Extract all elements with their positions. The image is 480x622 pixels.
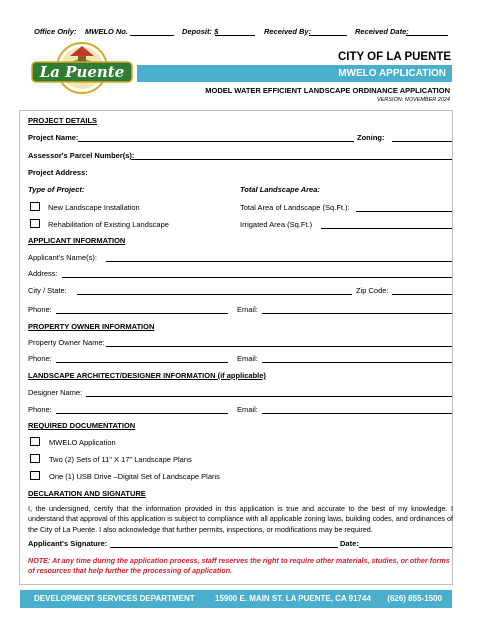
doc-item-application: MWELO Application [49,438,116,447]
footer-phone: (626) 855-1500 [387,594,442,603]
signature-field[interactable] [110,547,338,548]
declaration-text: I, the undersigned, certify that the information provided in this application is true and accurate to the best of my knowledge. I understand that approval of this application is subject to compliance with all applicable zoning laws, building codes, and ordinances of the City of La Puente. I also acknowledge that further permits, inspections, or modifications may be required. [28,504,453,534]
documentation-heading: REQUIRED DOCUMENTATION [28,421,136,430]
owner-phone-field[interactable] [56,362,228,363]
project-type-heading: Type of Project: [28,185,85,194]
owner-name-field[interactable] [106,346,452,347]
deposit-field[interactable] [215,35,255,36]
note-text: At any time during the application process, staff reserves the right to require other materials, studies, or other forms of resources that help further the processing of application. [28,556,450,575]
new-installation-label: New Landscape Installation [48,203,140,212]
banner-title: MWELO APPLICATION [338,68,446,79]
irrigated-area-label: Irrigated Area (Sq.Ft.) [240,220,313,229]
designer-phone-label: Phone: [28,405,52,414]
note-block [28,556,453,576]
designer-phone-field[interactable] [56,413,228,414]
project-name-label: Project Name: [28,133,79,142]
project-name-field[interactable] [78,141,354,142]
zoning-field[interactable] [392,141,452,142]
applicant-email-label: Email: [237,305,258,314]
city-state-field[interactable] [77,294,352,295]
designer-name-field[interactable] [86,396,452,397]
designer-email-label: Email: [237,405,258,414]
city-name: CITY OF LA PUENTE [338,51,452,63]
date-label: Date: [340,539,359,548]
applicant-names-field[interactable] [106,261,452,262]
project-address-label: Project Address: [28,168,88,177]
declaration-heading: DECLARATION AND SIGNATURE [28,489,146,498]
applicant-names-label: Applicant's Name(s): [28,253,97,262]
designer-heading: LANDSCAPE ARCHITECT/DESIGNER INFORMATION (if applicable) [28,371,266,380]
office-only-label: Office Only: [34,27,77,36]
applicant-address-label: Address: [28,269,58,278]
title-banner [137,65,452,82]
apn-label: Assessor's Parcel Number(s): [28,151,135,160]
zip-field[interactable] [392,294,452,295]
total-area-field[interactable] [356,211,452,212]
new-installation-checkbox[interactable] [30,202,40,211]
owner-name-label: Property Owner Name: [28,338,105,347]
footer-bar [20,590,452,608]
doc-item-usb: One (1) USB Drive –Digital Set of Landscape Plans [49,472,220,481]
signature-label: Applicant's Signature: [28,539,108,548]
mwelo-no-label: MWELO No. [85,27,128,36]
city-state-label: City / State: [28,286,67,295]
footer-address: 15900 E. MAIN ST. LA PUENTE, CA 91744 [215,594,371,603]
doc-item-plans: Two (2) Sets of 11" X 17" Landscape Plans [49,455,192,464]
zoning-label: Zoning: [357,133,385,142]
total-area-label: Total Area of Landscape (Sq.Ft.): [240,203,350,212]
owner-email-field[interactable] [262,362,452,363]
owner-email-label: Email: [237,354,258,363]
received-date-field[interactable] [406,35,448,36]
doc-checkbox-plans[interactable] [30,454,40,463]
mwelo-no-field[interactable] [130,35,174,36]
city-logo [28,40,136,98]
project-details-heading: PROJECT DETAILS [28,116,98,125]
applicant-phone-label: Phone: [28,305,52,314]
deposit-label: Deposit: $ [182,27,219,36]
irrigated-area-field[interactable] [321,228,452,229]
applicant-address-field[interactable] [62,277,452,278]
owner-phone-label: Phone: [28,354,52,363]
received-by-field[interactable] [309,35,347,36]
received-by-label: Received By: [264,27,312,36]
owner-heading: PROPERTY OWNER INFORMATION [28,322,155,331]
apn-field[interactable] [131,159,452,160]
note-prefix: NOTE: [28,556,51,565]
rehabilitation-checkbox[interactable] [30,219,40,228]
applicant-phone-field[interactable] [56,313,228,314]
version-label: VERSION: NOVEMBER 2024 [376,97,450,103]
rehabilitation-label: Rehabilitation of Existing Landscape [48,220,169,229]
designer-name-label: Designer Name: [28,388,83,397]
doc-checkbox-application[interactable] [30,437,40,446]
designer-email-field[interactable] [262,413,452,414]
zip-label: Zip Code: [356,286,389,295]
applicant-email-field[interactable] [262,313,452,314]
received-date-label: Received Date: [355,27,409,36]
logo-text: La Puente [39,63,125,81]
form-subtitle: MODEL WATER EFFICIENT LANDSCAPE ORDINANCE APPLICATION [205,86,450,95]
footer-department: DEVELOPMENT SERVICES DEPARTMENT [34,594,195,603]
landscape-area-heading: Total Landscape Area: [240,185,320,194]
doc-checkbox-usb[interactable] [30,471,40,480]
date-field[interactable] [359,547,452,548]
applicant-heading: APPLICANT INFORMATION [28,236,126,245]
